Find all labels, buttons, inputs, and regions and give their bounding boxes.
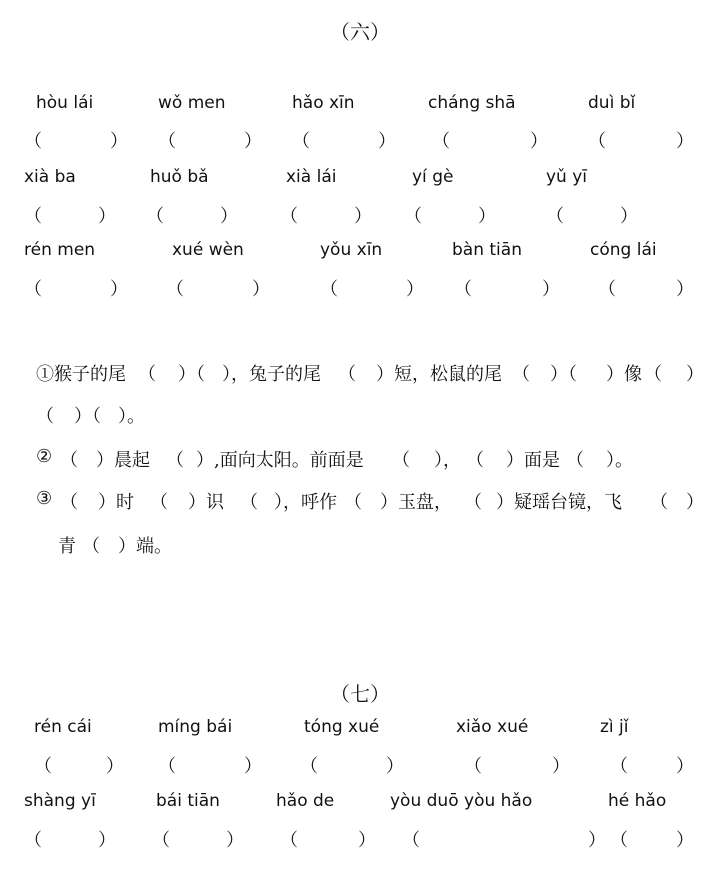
sentence-text: ）短，松鼠的尾 <box>376 364 502 385</box>
answer-box[interactable]: （ ） <box>546 206 638 227</box>
answer-box[interactable]: （ ） <box>24 279 128 300</box>
blank-close[interactable]: ） <box>196 450 214 471</box>
sentence-text: ）识 <box>188 492 224 513</box>
pinyin: yí gè <box>412 167 454 187</box>
pinyin: zì jǐ <box>600 717 629 737</box>
sentence-text: ）面是 <box>506 450 560 471</box>
blank-open[interactable]: （ <box>60 492 78 513</box>
answer-box[interactable]: （ ） <box>300 756 404 777</box>
blank-open[interactable]: （ <box>644 364 662 385</box>
blank-open[interactable]: （ <box>338 364 356 385</box>
answer-box[interactable]: （ ） <box>402 830 606 851</box>
pinyin: yòu duō yòu hǎo <box>390 791 533 811</box>
sentence-text: ）晨起 <box>96 450 150 471</box>
blank-open[interactable]: （ <box>150 492 168 513</box>
sentence-number: ③ <box>36 488 53 509</box>
sentence-number: ② <box>36 446 53 467</box>
answer-box[interactable]: （ ） <box>158 756 262 777</box>
pinyin: xiǎo xué <box>456 717 529 737</box>
blank-open[interactable]: （ <box>466 450 484 471</box>
pinyin: xué wèn <box>172 240 244 260</box>
pinyin: yǒu xīn <box>320 240 383 260</box>
pinyin: duì bǐ <box>588 93 636 113</box>
answer-box[interactable]: （ ） <box>588 131 694 152</box>
blank-open[interactable]: （ <box>566 450 584 471</box>
answer-box[interactable]: （ ） <box>280 206 372 227</box>
sentence-text: ）。 <box>606 450 633 471</box>
blank-open[interactable]: （ <box>464 492 482 513</box>
blank-close[interactable]: ） <box>686 364 704 385</box>
sentence-text: ）玉盘， <box>380 492 452 513</box>
sentence-text: ）端。 <box>118 536 172 557</box>
pinyin: huǒ bǎ <box>150 167 209 187</box>
pinyin: shàng yī <box>24 791 96 811</box>
sentence-text: ）， <box>434 450 461 471</box>
sentence-text: ），呼作 <box>274 492 337 513</box>
answer-box[interactable]: （ ） <box>152 830 244 851</box>
sentence-1-cont <box>0 402 720 432</box>
blank-close[interactable]: ）（ <box>550 364 577 385</box>
blank-open[interactable]: （ <box>392 450 410 471</box>
pinyin: rén cái <box>34 717 92 737</box>
answer-box[interactable]: （ ） <box>454 279 560 300</box>
section-6-title: （六） <box>330 20 390 44</box>
blank-open[interactable]: （ <box>166 450 184 471</box>
section-7-title: （七） <box>330 682 390 706</box>
blank-close[interactable]: ）（ <box>178 364 205 385</box>
pinyin: wǒ men <box>158 93 226 113</box>
answer-box[interactable]: （ ） <box>24 830 116 851</box>
answer-box[interactable]: （ ） <box>404 206 496 227</box>
sentence-text: ）疑瑶台镜，飞 <box>496 492 622 513</box>
answer-box[interactable]: （ ） <box>464 756 570 777</box>
pinyin: tóng xué <box>304 717 380 737</box>
blank-open[interactable]: （ <box>60 450 78 471</box>
answer-box[interactable]: （ ） <box>166 279 270 300</box>
pinyin: bàn tiān <box>452 240 522 260</box>
pinyin: bái tiān <box>156 791 220 811</box>
sentence-text: ）像 <box>606 364 642 385</box>
answer-box[interactable]: （ ） <box>158 131 262 152</box>
pinyin: míng bái <box>158 717 233 737</box>
blank-close[interactable]: ）。 <box>118 406 145 427</box>
pinyin: hé hǎo <box>608 791 667 811</box>
answer-box[interactable]: （ ） <box>146 206 238 227</box>
answer-box[interactable]: （ ） <box>320 279 424 300</box>
answer-box[interactable]: （ ） <box>280 830 376 851</box>
blank-open[interactable]: （ <box>240 492 258 513</box>
pinyin: xià ba <box>24 167 76 187</box>
sentence-text: ），兔子的尾 <box>222 364 321 385</box>
blank-close[interactable]: ）（ <box>74 406 101 427</box>
answer-box[interactable]: （ ） <box>292 131 396 152</box>
blank-open[interactable]: （ <box>82 536 100 557</box>
pinyin: hòu lái <box>36 93 94 113</box>
answer-box[interactable]: （ ） <box>24 206 116 227</box>
pinyin: xià lái <box>286 167 337 187</box>
sentence-2 <box>0 446 720 476</box>
blank-open[interactable]: （ <box>512 364 530 385</box>
sentence-3-cont <box>0 532 720 562</box>
pinyin: yǔ yī <box>546 167 588 187</box>
pinyin: rén men <box>24 240 96 260</box>
sentence-text: ,面向太阳。前面是 <box>214 450 364 471</box>
blank-close[interactable]: ） <box>686 492 704 513</box>
pinyin: cháng shā <box>428 93 516 113</box>
answer-box[interactable]: （ ） <box>34 756 124 777</box>
pinyin: hǎo de <box>276 791 335 811</box>
answer-box[interactable]: （ ） <box>610 830 694 851</box>
sentence-text: ①猴子的尾 <box>36 364 126 385</box>
sentence-text: 青 <box>58 536 76 557</box>
sentence-3 <box>0 488 720 518</box>
pinyin: hǎo xīn <box>292 93 355 113</box>
blank-open[interactable]: （ <box>650 492 668 513</box>
sentence-1 <box>0 360 720 390</box>
answer-box[interactable]: （ ） <box>610 756 694 777</box>
blank-open[interactable]: （ <box>36 406 54 427</box>
answer-box[interactable]: （ ） <box>598 279 694 300</box>
sentence-text: ）时 <box>98 492 134 513</box>
answer-box[interactable]: （ ） <box>432 131 548 152</box>
blank-open[interactable]: （ <box>138 364 156 385</box>
pinyin: cóng lái <box>590 240 657 260</box>
answer-box[interactable]: （ ） <box>24 131 128 152</box>
blank-open[interactable]: （ <box>344 492 362 513</box>
